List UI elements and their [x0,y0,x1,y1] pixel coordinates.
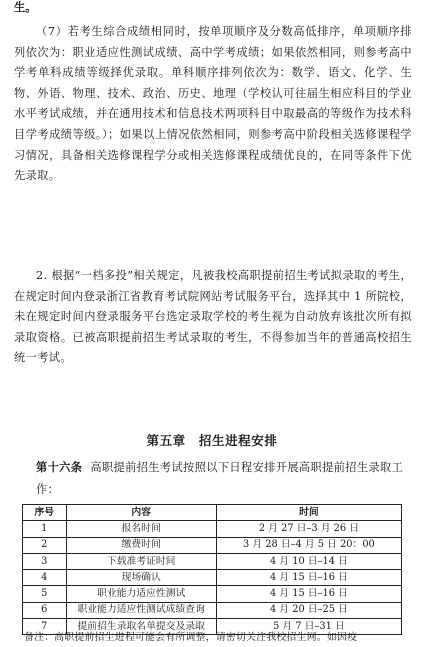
table-row [23,602,402,618]
row-index: 6 [23,602,67,618]
table-row [23,537,402,553]
chapter-title: 第五章 招生进程安排 [146,433,278,448]
row-content: 提前招生录取名单提交及录取 [66,619,216,635]
row-index: 1 [23,521,67,537]
row-time: 2 月 27 日–3 月 26 日 [216,521,401,537]
header-time: 时间 [216,505,401,521]
article-number: 第十六条 [36,460,83,474]
row-time: 5 月 7 日–31 日 [216,619,401,635]
article-text: 高职提前招生考试按照以下日程安排开展高职提前招生录取工作： [36,461,404,496]
paragraph-tiebreak-rules: （7）若考生综合成绩相同时，按单项顺序及分数高低排序，单项顺序排列依次为：职业适应性测试成绩、高中学考成绩；如果依然相同，则参考高中学考单科成绩等级择优录取。单科顺序排列依次为：数学、语文、化学、生物、外语、物理、技术、政治、历史、地理（学校认可往届生相应科目的学业水平考试成绩，并在通用技术和信息技术两项科目中取最高的等级作为技术科目学考成绩等级。）；如果以上情况依然相同，则参考高中阶段相关选修课程学习情况，具备相关选修课程学分或相关选修课程成绩优良的，在同等条件下优先录取。 [14,25,412,183]
row-index: 3 [23,553,67,569]
row-index: 7 [23,619,67,635]
row-index: 4 [23,570,67,586]
row-content: 职业能力适应性测试 [66,586,216,602]
row-content: 报名时间 [66,521,216,537]
table-header-row [23,505,402,521]
row-content: 缴费时间 [66,537,216,553]
table-row [23,586,402,602]
header-content: 内容 [66,505,216,521]
article-sixteen [36,456,412,501]
previous-page-fragment: 生。 [14,0,37,14]
row-time: 4 月 15 日–16 日 [216,586,401,602]
row-content: 下载准考证时间 [66,553,216,569]
table-row [23,570,402,586]
table-row [23,521,402,537]
paragraph-multi-application-rule: 2. 根据“一档多投”相关规定，凡被我校高职提前招生考试拟录取的考生，在规定时间内登录浙江省教育考试院网站考试服务平台，选择其中 1 所院校，未在规定时间内登录服务平台选定录取学校的考生视为自动放弃该批次所有拟录取资格。已被高职提前招生考试录取的考生，不得参加当年的普通高校招生统一考试。 [14,269,412,365]
schedule-table [22,504,402,635]
row-content: 职业能力适应性测试成绩查询 [66,602,216,618]
row-index: 2 [23,537,67,553]
row-time: 4 月 10 日–14 日 [216,553,401,569]
row-index: 5 [23,586,67,602]
header-index: 序号 [23,505,67,521]
table-row [23,553,402,569]
row-content: 现场确认 [66,570,216,586]
row-time: 3 月 28 日–4 月 5 日 20：00 [216,537,401,553]
schedule-note: 备注：高职提前招生进程可能会有所调整，请密切关注我校招生网。如因疫 [24,632,358,643]
row-time: 4 月 20 日–25 日 [216,602,401,618]
row-time: 4 月 15 日–16 日 [216,570,401,586]
